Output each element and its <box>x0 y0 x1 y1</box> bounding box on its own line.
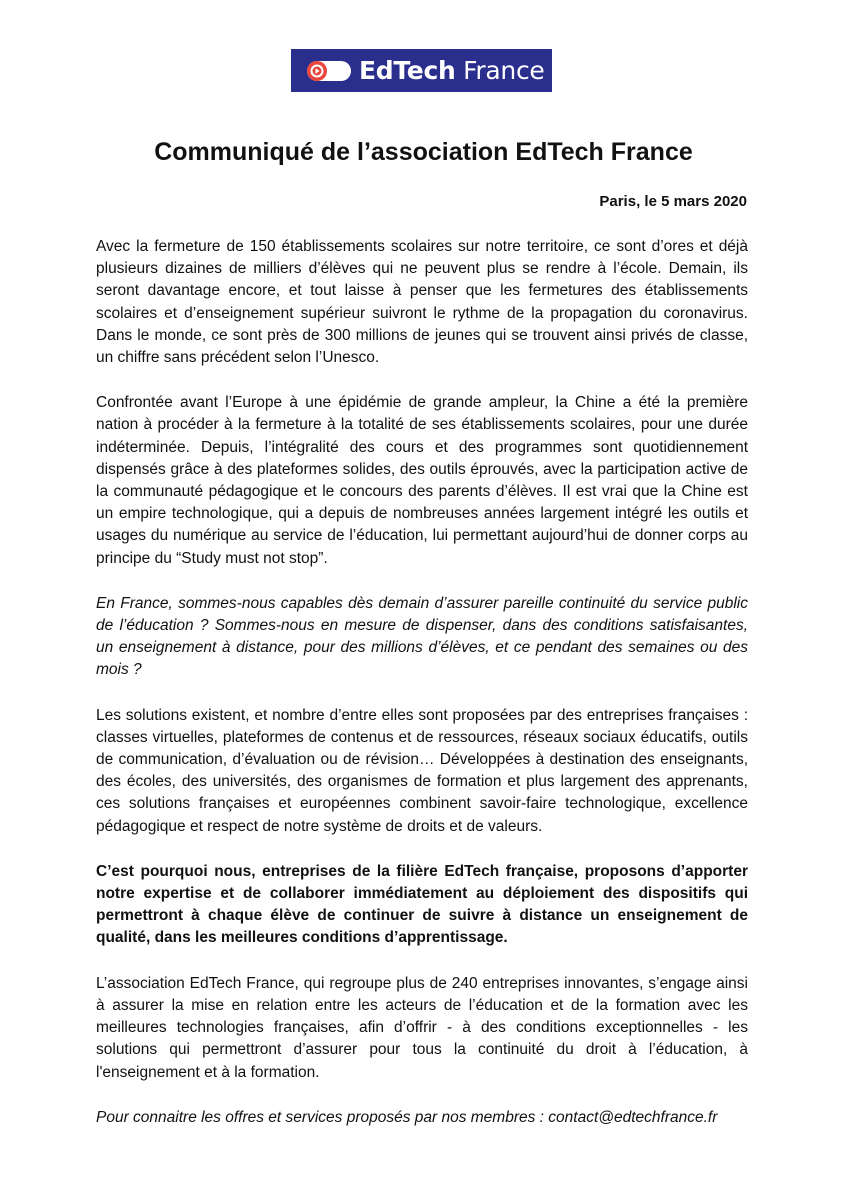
play-mark-icon <box>307 61 351 81</box>
document-body <box>96 236 748 1152</box>
paragraph-association: L’association EdTech France, qui regroupe plus de 240 entreprises innovantes, s’engage ainsi à assurer la mise en relation entre les acteurs de l’éducation et de la formation avec les meilleures technologies françaises, afin d’offrir - à des conditions exceptionnelles - les solutions qui permettront d’assurer pour tous la continuité du droit à l’éducation, à l'enseignement et à la formation. <box>96 974 748 1081</box>
logo-wordmark <box>359 58 544 83</box>
page-title: Communiqué de l’association EdTech France <box>154 138 693 166</box>
paragraph-context: Avec la fermeture de 150 établissements scolaires sur notre territoire, ce sont d’ores et déjà plusieurs dizaines de milliers d’élèves qui ne peuvent plus se rendre à l’école. Demain, ils seront davantage encore, et tout laisse à penser que les fermetures des établissements scolaires et d’enseignement supérieur suivront le rythme de la propagation du coronavirus. Dans le monde, ce sont près de 300 millions de jeunes qui se trouvent ainsi privés de classe, un chiffre sans précédent selon l’Unesco. <box>96 238 748 367</box>
paragraph-question: En France, sommes-nous capables dès demain d’assurer pareille continuité du service public de l’éducation ? Sommes-nous en mesure de dispenser, dans des conditions satisfaisantes, un enseignement à distance, pour des millions d’élèves, et ce pendant des semaines ou des mois ? <box>96 594 748 679</box>
dateline: Paris, le 5 mars 2020 <box>599 193 747 210</box>
paragraph-solutions: Les solutions existent, et nombre d’entre elles sont proposées par des entreprises françaises : classes virtuelles, plateformes de contenus et de ressources, réseaux sociaux éducatifs, outils de communication, d’évaluation ou de révision… Développées à destination des enseignants, des écoles, des universités, des organismes de formation et plus largement des apprenants, ces solutions françaises et européennes combinent savoir-faire technologique, excellence pédagogique et respect de notre système de droits et de valeurs. <box>96 706 748 835</box>
paragraph-china: Confrontée avant l’Europe à une épidémie de grande ampleur, la Chine a été la première nation à procéder à la fermeture à la totalité de ses établissements scolaires, pour une durée indéterminée. Depuis, l’intégralité des cours et des programmes sont quotidiennement dispensés grâce à des plateformes solides, des outils éprouvés, avec la participation active de la communauté pédagogique et le concours des parents d’élèves. Il est vrai que la Chine est un empire technologique, qui a depuis de nombreuses années largement intégré les outils et usages du numérique au service de l’éducation, lui permettant aujourd’hui de donner corps au principe du “Study must not stop”. <box>96 394 748 567</box>
paragraph-contact: Pour connaitre les offres et services proposés par nos membres : contact@edtechfrance.fr <box>96 1108 718 1126</box>
paragraph-proposal: C’est pourquoi nous, entreprises de la filière EdTech française, proposons d’apporter notre expertise et de collaborer immédiatement au déploiement des dispositifs qui permettront à chaque élève de continuer de suivre à distance un enseignement de qualité, dans les meilleures conditions d’apprentissage. <box>96 862 748 947</box>
logo-brand-light: France <box>463 56 545 85</box>
logo-brand-strong: EdTech <box>359 56 456 85</box>
edtech-france-logo <box>291 49 552 92</box>
